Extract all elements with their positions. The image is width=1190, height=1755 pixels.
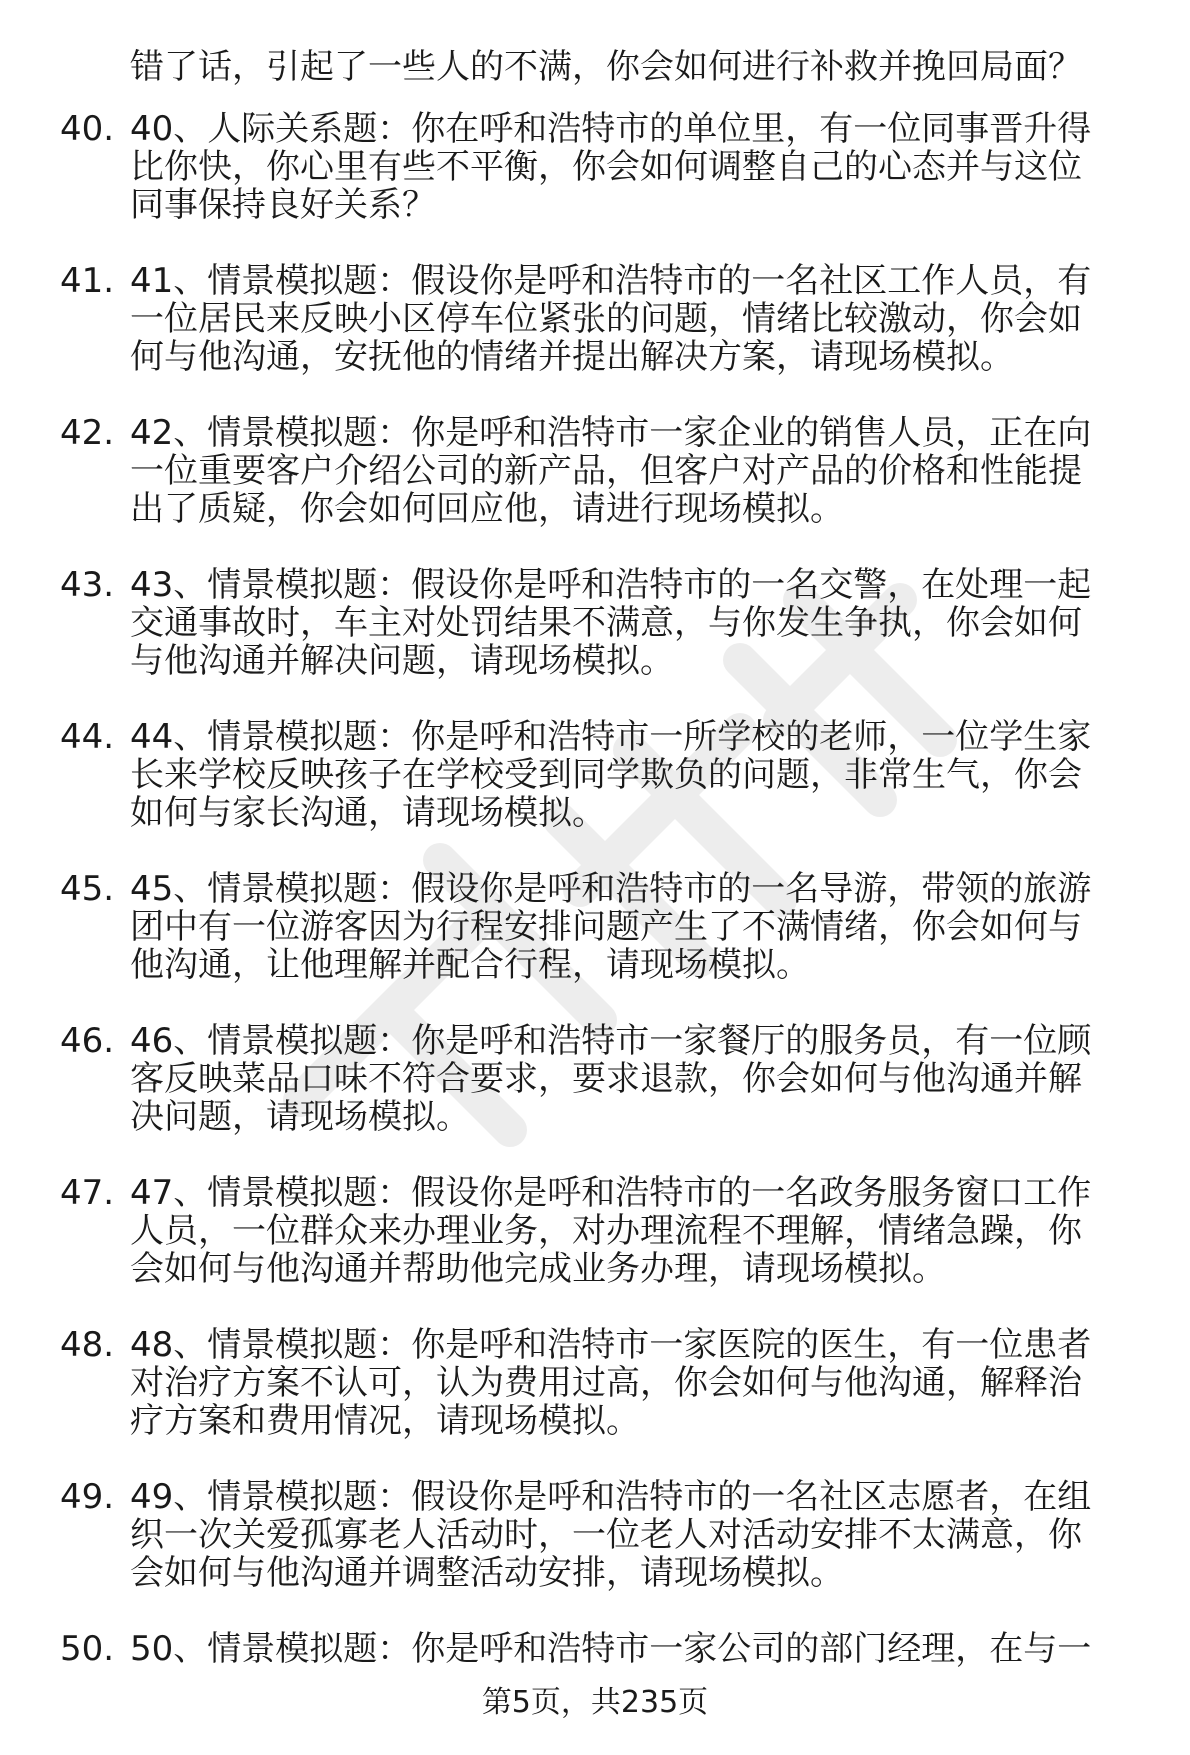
item-text-line: 47、情景模拟题：假设你是呼和浩特市的一名政务服务窗口工作 [130, 1173, 1092, 1213]
item-text-line: 44、情景模拟题：你是呼和浩特市一所学校的老师，一位学生家 [130, 717, 1092, 757]
item-text-line: 46、情景模拟题：你是呼和浩特市一家餐厅的服务员，有一位顾 [130, 1021, 1092, 1061]
item-text-line: 一位重要客户介绍公司的新产品，但客户对产品的价格和性能提 [130, 451, 1082, 491]
item-number: 46. [60, 1021, 115, 1061]
item-text-line: 会如何与他沟通并帮助他完成业务办理，请现场模拟。 [130, 1249, 946, 1289]
item-text-line: 49、情景模拟题：假设你是呼和浩特市的一名社区志愿者，在组 [130, 1477, 1092, 1517]
item-text-line: 客反映菜品口味不符合要求，要求退款，你会如何与他沟通并解 [130, 1059, 1082, 1099]
item-text-line: 42、情景模拟题：你是呼和浩特市一家企业的销售人员，正在向 [130, 413, 1092, 453]
item-text-line: 40、人际关系题：你在呼和浩特市的单位里，有一位同事晋升得 [130, 109, 1092, 149]
item-text-line: 织一次关爱孤寡老人活动时，一位老人对活动安排不太满意，你 [130, 1515, 1082, 1555]
item-text-line: 决问题，请现场模拟。 [130, 1097, 470, 1137]
item-number: 42. [60, 413, 115, 453]
item-number: 50. [60, 1629, 115, 1669]
item-text-line: 比你快，你心里有些不平衡，你会如何调整自己的心态并与这位 [130, 147, 1082, 187]
item-text-line: 会如何与他沟通并调整活动安排，请现场模拟。 [130, 1553, 844, 1593]
item-text-line: 出了质疑，你会如何回应他，请进行现场模拟。 [130, 489, 844, 529]
item-number: 44. [60, 717, 115, 757]
item-text-line: 48、情景模拟题：你是呼和浩特市一家医院的医生，有一位患者 [130, 1325, 1092, 1365]
item-number: 47. [60, 1173, 115, 1213]
item-text-line: 他沟通，让他理解并配合行程，请现场模拟。 [130, 945, 810, 985]
item-text-line: 同事保持良好关系？ [130, 185, 436, 225]
item-number: 48. [60, 1325, 115, 1365]
page-number: 第5页，共235页 [481, 1685, 709, 1720]
item-text-line: 交通事故时，车主对处罚结果不满意，与你发生争执，你会如何 [130, 603, 1082, 643]
item-text-line: 41、情景模拟题：假设你是呼和浩特市的一名社区工作人员，有 [130, 261, 1092, 301]
item-text-line: 如何与家长沟通，请现场模拟。 [130, 793, 606, 833]
item-text-line: 43、情景模拟题：假设你是呼和浩特市的一名交警，在处理一起 [130, 565, 1092, 605]
item-text-line: 长来学校反映孩子在学校受到同学欺负的问题，非常生气，你会 [130, 755, 1082, 795]
item-text-line: 团中有一位游客因为行程安排问题产生了不满情绪，你会如何与 [130, 907, 1082, 947]
item-text-line: 与他沟通并解决问题，请现场模拟。 [130, 641, 674, 681]
item-number: 43. [60, 565, 115, 605]
item-number: 49. [60, 1477, 115, 1517]
item-text-line: 疗方案和费用情况，请现场模拟。 [130, 1401, 640, 1441]
continued-text: 错了话，引起了一些人的不满，你会如何进行补救并挽回局面？ [130, 47, 1082, 87]
item-number: 40. [60, 109, 115, 149]
item-text-line: 人员，一位群众来办理业务，对办理流程不理解，情绪急躁，你 [130, 1211, 1082, 1251]
item-number: 45. [60, 869, 115, 909]
item-text-line: 对治疗方案不认可，认为费用过高，你会如何与他沟通，解释治 [130, 1363, 1082, 1403]
item-text-line: 何与他沟通，安抚他的情绪并提出解决方案，请现场模拟。 [130, 337, 1014, 377]
item-text-line: 45、情景模拟题：假设你是呼和浩特市的一名导游，带领的旅游 [130, 869, 1092, 909]
item-text-line: 50、情景模拟题：你是呼和浩特市一家公司的部门经理，在与一 [130, 1629, 1092, 1669]
item-number: 41. [60, 261, 115, 301]
item-text-line: 一位居民来反映小区停车位紧张的问题，情绪比较激动，你会如 [130, 299, 1082, 339]
